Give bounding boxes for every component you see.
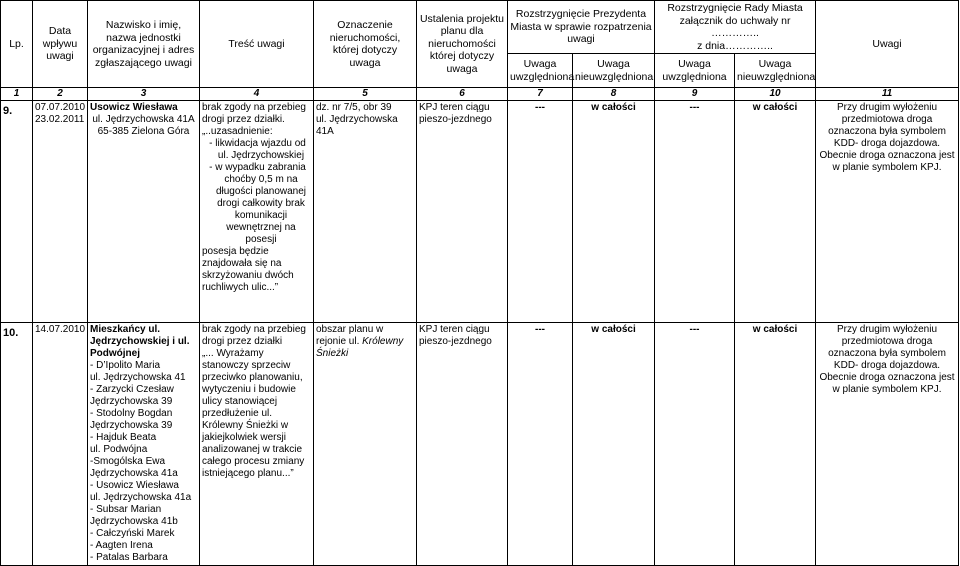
council-header-line2: ………….. [711,27,759,39]
president-rejected-header: Uwaga nieuwzględniona [573,54,655,88]
row-submitter [88,323,200,566]
content-outro: posesja będzie znajdowała się na skrzyżowaniu dwóch ruchliwych ulic...” [202,246,294,293]
col-council-header [655,1,816,54]
col-remarks-header: Uwagi [816,1,959,88]
submitter-address: ul. Jędrzychowska 41A 65-385 Zielona Góra [92,114,195,137]
row-president-rejected: w całości [573,323,655,566]
column-number-row [1,88,959,101]
row-content: brak zgody na przebieg drogi przez działki „... Wyrażamy stanowczy sprzeciw przeciwko planowaniu, wytyczeniu i budowie ulicy stanowiącej przedłużenie ul. Królewny Śnieżki w jakiejkolwiek wersji analizowanej w trakcie całego procesu zmiany istniejącego planu...” [200,323,314,566]
col-date-header: Data wpływu uwagi [33,1,88,88]
row-property [314,323,417,566]
council-header-line1: Rozstrzygnięcie Rady Miasta załącznik do uchwały nr [667,2,803,27]
header-row-1 [1,1,959,54]
property-street: Królewny Śnieżki [316,336,404,359]
submitter-name: Usowicz Wiesława [90,102,178,113]
submitter-list: - D’Ipolito Maria ul. Jędrzychowska 41 - Zarzycki Czesław Jędrzychowska 39 - Stodolny Bogdan Jędrzychowska 39 - Hajduk Beata ul. Podwójna -Smogólska Ewa Jędrzychowska 41a - Usowicz Wiesława ul. Jędrzychowska 41a - Subsar Marian Jędrzychowska 41b - Całczyński Marek - Aagten Irena - Patalas Barbara [90,360,192,563]
column-number: 6 [417,88,508,101]
row-remarks: Przy drugim wyłożeniu przedmiotowa droga oznaczona była symbolem KDD- droga dojazdowa. Obecnie droga oznaczona jest w planie symbolem KPJ. [816,323,959,566]
row-council-accepted: --- [655,101,735,323]
col-content-header: Treść uwagi [200,1,314,88]
row-date: 07.07.2010 23.02.2011 [33,101,88,323]
row-property: dz. nr 7/5, obr 39 ul. Jędrzychowska 41A [314,101,417,323]
row-president-rejected: w całości [573,101,655,323]
row-president-accepted: --- [508,323,573,566]
row-council-accepted: --- [655,323,735,566]
col-property-header: Oznaczenie nieruchomości, której dotyczy uwaga [314,1,417,88]
column-number: 4 [200,88,314,101]
col-lp-header: Lp. [1,1,33,88]
row-lp: 10. [1,323,33,566]
row-date: 14.07.2010 [33,323,88,566]
content-list [202,138,311,246]
council-header-line3: z dnia………….. [697,39,773,52]
row-remarks: Przy drugim wyłożeniu przedmiotowa droga oznaczona była symbolem KDD- droga dojazdowa. Obecnie droga oznaczona jest w planie symbolem KPJ. [816,101,959,323]
row-plan: KPJ teren ciągu pieszo-jezdnego [417,323,508,566]
column-number: 5 [314,88,417,101]
row-council-rejected: w całości [735,101,816,323]
content-intro: brak zgody na przebieg drogi przez działki. „..uzasadnienie: [202,102,306,137]
column-number: 7 [508,88,573,101]
council-rejected-header: Uwaga nieuwzględniona [735,54,816,88]
row-council-rejected: w całości [735,323,816,566]
column-number: 11 [816,88,959,101]
property-text: obszar planu w rejonie ul. [316,324,384,347]
content-item: - w wypadku zabrania choćby 0,5 m na długości planowanej drogi całkowity brak komunikacji wewnętrznej na posesji [209,162,307,245]
column-number: 10 [735,88,816,101]
row-plan: KPJ teren ciągu pieszo-jezdnego [417,101,508,323]
table-row [1,323,959,566]
column-number: 1 [1,88,33,101]
council-accepted-header: Uwaga uwzględniona [655,54,735,88]
row-president-accepted: --- [508,101,573,323]
row-lp: 9. [1,101,33,323]
row-submitter [88,101,200,323]
row-content [200,101,314,323]
content-item: - likwidacja wjazdu od ul. Jędrzychowskiej [209,138,306,161]
column-number: 8 [573,88,655,101]
president-accepted-header: Uwaga uwzględniona [508,54,573,88]
column-number: 2 [33,88,88,101]
column-number: 3 [88,88,200,101]
col-name-header: Nazwisko i imię, nazwa jednostki organizacyjnej i adres zgłaszającego uwagi [88,1,200,88]
col-president-header: Rozstrzygnięcie Prezydenta Miasta w sprawie rozpatrzenia uwagi [508,1,655,54]
col-plan-header: Ustalenia projektu planu dla nieruchomości której dotyczy uwaga [417,1,508,88]
submitter-name: Mieszkańcy ul. Jędrzychowskiej i ul. Podwójnej [90,324,190,359]
column-number: 9 [655,88,735,101]
table-row [1,101,959,323]
